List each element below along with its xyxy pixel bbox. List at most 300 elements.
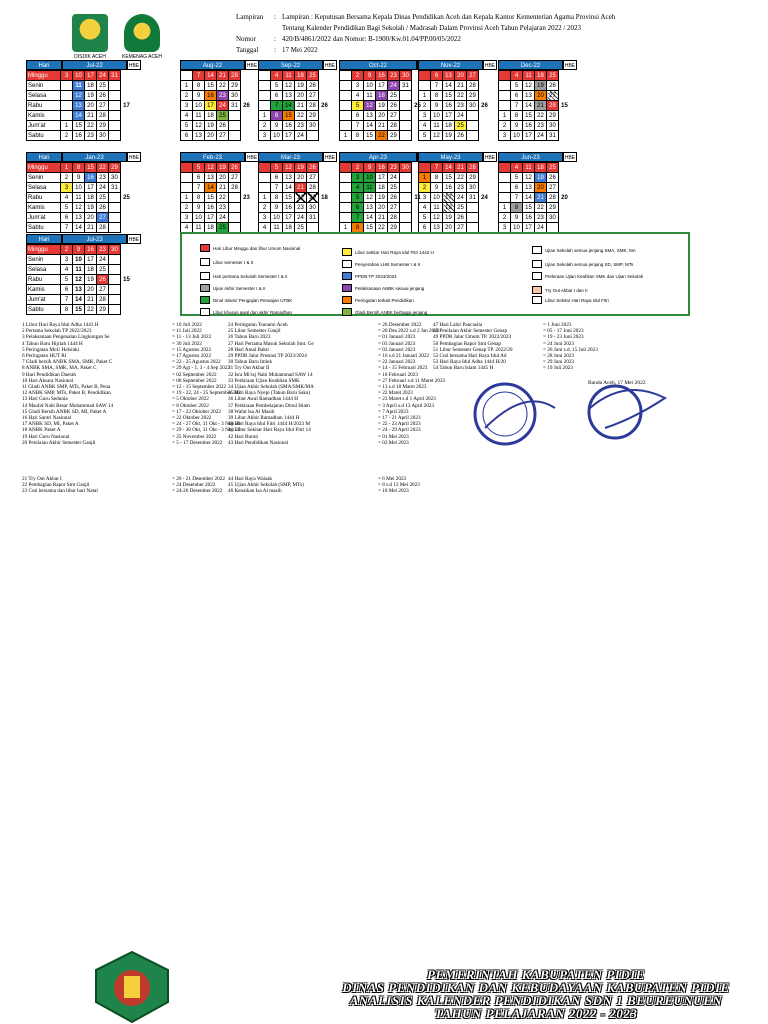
date-cell: [499, 91, 511, 101]
month-table: [498, 70, 571, 141]
event-date: = 18 Mei 2023: [378, 488, 409, 495]
date-cell: 16: [376, 163, 388, 173]
effective-days-count: [559, 163, 571, 173]
date-cell: 21: [535, 101, 547, 111]
date-cell: 1: [181, 193, 193, 203]
date-cell: 4: [419, 203, 431, 213]
date-cell: 27: [97, 213, 109, 223]
date-cell: 10: [271, 131, 283, 141]
event-name: 21 Try Out Akbar I: [22, 476, 62, 482]
date-cell: 13: [364, 111, 376, 121]
date-cell: 28: [97, 295, 109, 305]
date-cell: [259, 173, 271, 183]
date-cell: 21: [455, 163, 467, 173]
month-title: May-23: [418, 152, 483, 162]
date-cell: 25: [295, 223, 307, 233]
date-cell: [61, 101, 73, 111]
event-name: 19 Hari Guru Nasional: [22, 433, 70, 440]
date-cell: 11: [73, 265, 85, 275]
date-cell: 18: [376, 183, 388, 193]
effective-days-count: [479, 173, 491, 183]
date-cell: 3: [352, 173, 364, 183]
date-cell: 19: [295, 163, 307, 173]
header-key: Nomor: [236, 35, 256, 43]
event-name: 28 Hari Amal Bakti: [228, 346, 269, 353]
effective-days-count: [241, 111, 253, 121]
date-cell: 13: [443, 71, 455, 81]
event-name: 36 Libur Awal Ramadhan 1444 H: [228, 396, 298, 403]
event-date: = 10 Juli 2022: [172, 322, 202, 328]
date-cell: 2: [259, 121, 271, 131]
date-cell: 20: [85, 285, 97, 295]
date-cell: 16: [523, 121, 535, 131]
event-name: 29 PPDB Jalur Prestasi TP 2023/2024: [228, 353, 307, 360]
legend-swatch: [532, 246, 542, 254]
date-cell: 30: [307, 203, 319, 213]
day-name: Rabu: [27, 101, 61, 111]
date-cell: [109, 213, 121, 223]
month-calendar: [26, 152, 141, 233]
date-cell: 12: [364, 101, 376, 111]
date-cell: 28: [307, 183, 319, 193]
footer-line-2: DINAS PENDIDIKAN DAN KEBUDAYAAN KABUPATEN PIDIE: [342, 980, 730, 995]
effective-days-count: 17: [123, 102, 130, 109]
effective-days-count: [479, 213, 491, 223]
date-cell: 14: [73, 295, 85, 305]
date-cell: [109, 101, 121, 111]
date-cell: [229, 203, 241, 213]
date-cell: [400, 91, 412, 101]
date-cell: 15: [523, 111, 535, 121]
hbe-header: HBE: [483, 152, 497, 162]
event-name: 27 Hari Pertama Masuk Sekolah Smt. Ge: [228, 340, 314, 347]
date-cell: [467, 203, 479, 213]
date-cell: 5: [511, 173, 523, 183]
legend-swatch: [342, 260, 352, 268]
effective-days-count: 20: [561, 194, 568, 201]
date-cell: 22: [97, 163, 109, 173]
date-cell: 21: [535, 193, 547, 203]
effective-days-count: [121, 131, 133, 141]
date-cell: 15: [364, 131, 376, 141]
day-name: Minggu: [27, 163, 61, 173]
legend-swatch: [342, 308, 352, 316]
date-cell: 13: [205, 173, 217, 183]
date-cell: 31: [229, 101, 241, 111]
event-date: = 5 - 17 Desember 2022: [172, 439, 223, 446]
date-cell: 21: [455, 81, 467, 91]
hbe-header: HBE: [323, 152, 337, 162]
header-value: Lampiran : Keputusan Bersama Kepala Dinas Pendidikan Aceh dan Kepala Kantor Kementerian Agama Provinsi Aceh: [282, 13, 616, 21]
footer-heading: [316, 968, 756, 1020]
date-cell: 11: [73, 81, 85, 91]
date-cell: 12: [73, 203, 85, 213]
event-date: = 13 s.d 18 Maret 2023: [378, 384, 427, 391]
date-cell: 28: [547, 101, 559, 111]
date-cell: 20: [85, 213, 97, 223]
legend-label: Try Out Akbar I dan II: [545, 287, 588, 293]
hbe-header: HBE: [563, 60, 577, 70]
date-cell: 4: [181, 223, 193, 233]
date-cell: 10: [193, 213, 205, 223]
date-cell: 8: [511, 203, 523, 213]
date-cell: 23: [535, 213, 547, 223]
date-cell: 23: [217, 203, 229, 213]
date-cell: [259, 81, 271, 91]
month-title: Aug-22: [180, 60, 245, 70]
date-cell: 22: [85, 305, 97, 315]
date-cell: 7: [193, 71, 205, 81]
date-cell: 4: [352, 91, 364, 101]
date-cell: 27: [229, 173, 241, 183]
month-table: [180, 70, 253, 141]
date-cell: 11: [523, 163, 535, 173]
day-name: Selasa: [27, 265, 61, 275]
legend-item: [342, 308, 427, 316]
event-date: = 8 Oktober 2022: [172, 402, 209, 409]
effective-days-count: [241, 173, 253, 183]
date-cell: 29: [97, 121, 109, 131]
date-cell: 24: [97, 255, 109, 265]
day-name: Jum'at: [27, 121, 61, 131]
event-date: = 3 April s.d 13 April 2023: [378, 402, 435, 409]
date-cell: 1: [61, 121, 73, 131]
date-cell: 2: [61, 173, 73, 183]
event-date: = 22 Januari 2023: [378, 359, 416, 366]
date-cell: 16: [283, 121, 295, 131]
legend-swatch: [200, 296, 210, 304]
date-cell: 6: [61, 285, 73, 295]
hbe-header: HBE: [245, 152, 259, 162]
legend-swatch: [200, 284, 210, 292]
date-cell: 21: [85, 111, 97, 121]
effective-days-count: [241, 91, 253, 101]
date-cell: 11: [364, 91, 376, 101]
date-cell: 31: [109, 183, 121, 193]
effective-days-count: [121, 265, 133, 275]
event-date: = 26 Juni s.d. 15 Juli 2023: [543, 346, 598, 353]
date-cell: 25: [547, 163, 559, 173]
date-cell: 10: [431, 193, 443, 203]
date-cell: 7: [511, 193, 523, 203]
event-name: 14 Maulid Nabi Besar Muhammad SAW 14: [22, 402, 114, 409]
date-cell: 5: [352, 193, 364, 203]
date-cell: 1: [499, 111, 511, 121]
date-cell: 13: [193, 131, 205, 141]
hbe-header: HBE: [563, 152, 577, 162]
date-cell: [259, 183, 271, 193]
date-cell: 30: [467, 183, 479, 193]
effective-days-count: [241, 121, 253, 131]
event-name: 20 Penilaian Akhir Semester Ganjil: [22, 439, 96, 446]
effective-days-count: [121, 163, 133, 173]
date-cell: [340, 91, 352, 101]
effective-days-count: [121, 173, 133, 183]
month-title: Apr-23: [339, 152, 417, 162]
date-cell: 1: [259, 193, 271, 203]
date-cell: 1: [419, 91, 431, 101]
date-cell: 14: [364, 213, 376, 223]
month-table: [418, 162, 491, 233]
effective-days-count: [559, 131, 571, 141]
effective-days-count: [121, 213, 133, 223]
date-cell: 14: [523, 101, 535, 111]
legend-item: [200, 296, 292, 304]
legend-item: [342, 284, 424, 292]
date-cell: 21: [376, 121, 388, 131]
date-cell: [181, 183, 193, 193]
date-cell: 31: [307, 213, 319, 223]
date-cell: 21: [295, 101, 307, 111]
hbe-header: HBE: [323, 60, 337, 70]
date-cell: 19: [85, 203, 97, 213]
date-cell: 18: [443, 203, 455, 213]
effective-days-count: 25: [123, 194, 130, 201]
date-cell: 19: [443, 131, 455, 141]
stamp-left-icon: [475, 384, 555, 444]
event-date: = 24 - 27 Okt, 31 Okt - 3 Nop 20: [172, 421, 241, 428]
date-cell: 17: [85, 71, 97, 81]
date-cell: 5: [419, 131, 431, 141]
date-cell: 27: [467, 71, 479, 81]
date-cell: 20: [535, 183, 547, 193]
date-cell: 30: [400, 163, 412, 173]
event-name: 10 Hari Aksara Nasional: [22, 377, 74, 384]
day-name: Rabu: [27, 193, 61, 203]
date-cell: 1: [419, 173, 431, 183]
date-cell: 5: [181, 121, 193, 131]
day-name: Senin: [27, 255, 61, 265]
date-cell: [499, 101, 511, 111]
event-name: 7 Gladi bersih ANBK SMA, SMK, Paket C: [22, 359, 113, 366]
event-name: 9 Hari Pendidikan Daerah: [22, 371, 77, 378]
effective-days-count: [479, 163, 491, 173]
effective-days-count: 18: [321, 194, 328, 201]
date-cell: [307, 131, 319, 141]
event-name: 40 Hari Raya Idul Fitri 1444 H/2023 M: [228, 421, 310, 428]
event-name: 18 ANBK Paket A: [22, 427, 61, 434]
event-date: = 1 Juni 2023: [543, 322, 572, 328]
date-cell: [400, 101, 412, 111]
date-cell: [229, 111, 241, 121]
date-cell: 4: [61, 193, 73, 203]
date-cell: 14: [205, 71, 217, 81]
date-cell: 27: [307, 91, 319, 101]
date-cell: 19: [85, 91, 97, 101]
event-name: 25 Libur Semester Ganjil: [228, 328, 281, 335]
date-cell: 12: [523, 81, 535, 91]
event-name: 47 Hari Lahir Pancasila: [433, 322, 483, 328]
date-cell: [467, 121, 479, 131]
event-date: = 02 September 2022: [172, 371, 217, 378]
date-cell: 5: [352, 101, 364, 111]
date-cell: 25: [217, 223, 229, 233]
date-cell: 30: [467, 101, 479, 111]
date-cell: 1: [340, 131, 352, 141]
date-cell: [499, 173, 511, 183]
date-cell: 8: [271, 111, 283, 121]
date-cell: 23: [535, 121, 547, 131]
date-cell: 26: [388, 101, 400, 111]
legend-item: [342, 260, 420, 268]
event-name: 42 Hari Buruh: [228, 433, 258, 440]
date-cell: 27: [547, 183, 559, 193]
event-date: = 25 November 2022: [172, 433, 217, 440]
date-cell: 18: [295, 71, 307, 81]
legend-label: Dinul Islami/ Pengajian Penaajan UTBK: [213, 297, 293, 303]
date-cell: 29: [307, 193, 319, 203]
date-cell: 17: [85, 183, 97, 193]
event-date: = 16 s.d 21 Januari 2022: [378, 353, 430, 360]
date-cell: 4: [511, 163, 523, 173]
effective-days-count: 23: [243, 194, 250, 201]
date-cell: 30: [109, 173, 121, 183]
date-cell: 11: [431, 121, 443, 131]
legend-label: PPDB TP 2023/2024: [355, 273, 397, 279]
date-cell: 15: [283, 111, 295, 121]
date-cell: 17: [85, 255, 97, 265]
kemenag-caption: KEMENAG ACEH: [121, 54, 162, 60]
date-cell: 8: [271, 193, 283, 203]
date-cell: [400, 131, 412, 141]
event-date: = 03 Januari 2023: [378, 346, 416, 353]
event-name: 39 Libur Akhir Ramadhan 1444 H: [228, 415, 300, 422]
date-cell: 13: [73, 285, 85, 295]
event-date: = 19 - 22, 24 - 25 September 202: [172, 390, 241, 397]
date-cell: 20: [443, 223, 455, 233]
date-cell: 12: [73, 275, 85, 285]
event-name: 1 Libur Hari Raya Idul Adha 1443 H: [22, 322, 99, 328]
date-cell: 9: [193, 203, 205, 213]
signature-stamps: [465, 378, 685, 448]
date-cell: 17: [283, 213, 295, 223]
date-cell: 17: [205, 213, 217, 223]
date-cell: 27: [388, 111, 400, 121]
event-date: = 26 Des 2022 s.d 2 Jan 2023: [378, 328, 440, 335]
date-cell: 10: [73, 183, 85, 193]
event-date: = 11 Juli 2022: [172, 328, 202, 335]
date-cell: 7: [431, 163, 443, 173]
date-cell: [340, 213, 352, 223]
date-cell: 23: [217, 91, 229, 101]
event-name: 5 Peringatan MoU Helsinki: [22, 346, 80, 353]
date-cell: 23: [455, 183, 467, 193]
legend-label: Ujian Sekolah semua jenjang SMA, SMK, MA: [545, 247, 636, 253]
events-column-2b: [228, 476, 420, 495]
legend-label: Hari Libur Minggu dan libur Umum Nasional: [213, 245, 301, 251]
date-cell: [61, 111, 73, 121]
effective-days-count: [479, 203, 491, 213]
date-cell: 7: [61, 295, 73, 305]
month-calendar: [180, 60, 259, 141]
date-cell: 8: [352, 131, 364, 141]
date-cell: [109, 305, 121, 315]
date-cell: [109, 91, 121, 101]
date-cell: 4: [61, 265, 73, 275]
date-cell: 1: [61, 163, 73, 173]
month-table: [26, 244, 133, 315]
date-cell: 10: [73, 71, 85, 81]
month-calendar: [258, 60, 337, 141]
date-cell: 9: [193, 91, 205, 101]
date-cell: 25: [307, 71, 319, 81]
date-cell: [109, 255, 121, 265]
event-date: = 5 Oktober 2022: [172, 396, 209, 403]
effective-days-count: [559, 111, 571, 121]
date-cell: 20: [217, 173, 229, 183]
date-cell: 11: [193, 223, 205, 233]
date-cell: 17: [376, 81, 388, 91]
date-cell: [499, 81, 511, 91]
event-name: 17 ANBK SD, MI, Paket A: [22, 421, 79, 428]
event-date: = 03 Januari 2023: [378, 340, 416, 347]
date-cell: 29: [109, 163, 121, 173]
date-cell: [61, 91, 73, 101]
legend-item: [342, 272, 397, 280]
date-cell: [400, 111, 412, 121]
date-cell: 26: [455, 213, 467, 223]
effective-days-count: 24: [481, 194, 488, 201]
event-name: 37 Perkiraan Pembelajaran Dinul Islam: [228, 402, 310, 409]
day-name: Selasa: [27, 91, 61, 101]
date-cell: 5: [193, 163, 205, 173]
date-cell: 17: [283, 131, 295, 141]
events-column-1: [22, 322, 241, 446]
date-cell: 22: [376, 223, 388, 233]
date-cell: 24: [535, 223, 547, 233]
date-cell: 14: [443, 81, 455, 91]
event-row: [22, 440, 241, 446]
date-cell: 3: [61, 255, 73, 265]
date-cell: 17: [523, 131, 535, 141]
effective-days-count: [241, 203, 253, 213]
effective-days-count: [319, 131, 331, 141]
date-cell: 23: [455, 101, 467, 111]
event-date: = 14 - 15 Februari 2023: [378, 365, 428, 372]
date-cell: 18: [205, 111, 217, 121]
date-cell: 16: [443, 101, 455, 111]
date-cell: 1: [181, 81, 193, 91]
legend-label: Penyerahan LHB Semester I & II: [355, 261, 421, 267]
legend-item: [532, 296, 609, 304]
date-cell: 16: [283, 203, 295, 213]
hbe-header: HBE: [127, 60, 141, 70]
event-date: = 29 Agt - 1, 3 - 4 Sep 2022: [172, 365, 230, 372]
hbe-header: HBE: [127, 234, 141, 244]
date-cell: 30: [97, 131, 109, 141]
effective-days-count: [479, 71, 491, 81]
date-cell: 5: [61, 275, 73, 285]
event-date: = 20 - 21 Desember 2022: [172, 476, 225, 482]
month-calendar: [26, 60, 141, 141]
date-cell: 2: [61, 131, 73, 141]
date-cell: 18: [85, 193, 97, 203]
legend-swatch: [532, 296, 542, 304]
month-table: [498, 162, 571, 233]
date-cell: 26: [97, 203, 109, 213]
month-title: Jul-23: [62, 234, 127, 244]
month-calendar: [498, 152, 577, 233]
date-cell: 27: [455, 223, 467, 233]
date-cell: 3: [259, 213, 271, 223]
date-cell: 15: [443, 173, 455, 183]
disdik-aceh-logo: [60, 14, 120, 60]
date-cell: 1: [259, 111, 271, 121]
event-date: = 19 - 23 Juni 2023: [543, 334, 584, 341]
event-date: = 18 Februari 2023: [378, 371, 418, 378]
legend-label: Peringatan terkait Pendidikan: [355, 297, 414, 303]
effective-days-count: [559, 183, 571, 193]
